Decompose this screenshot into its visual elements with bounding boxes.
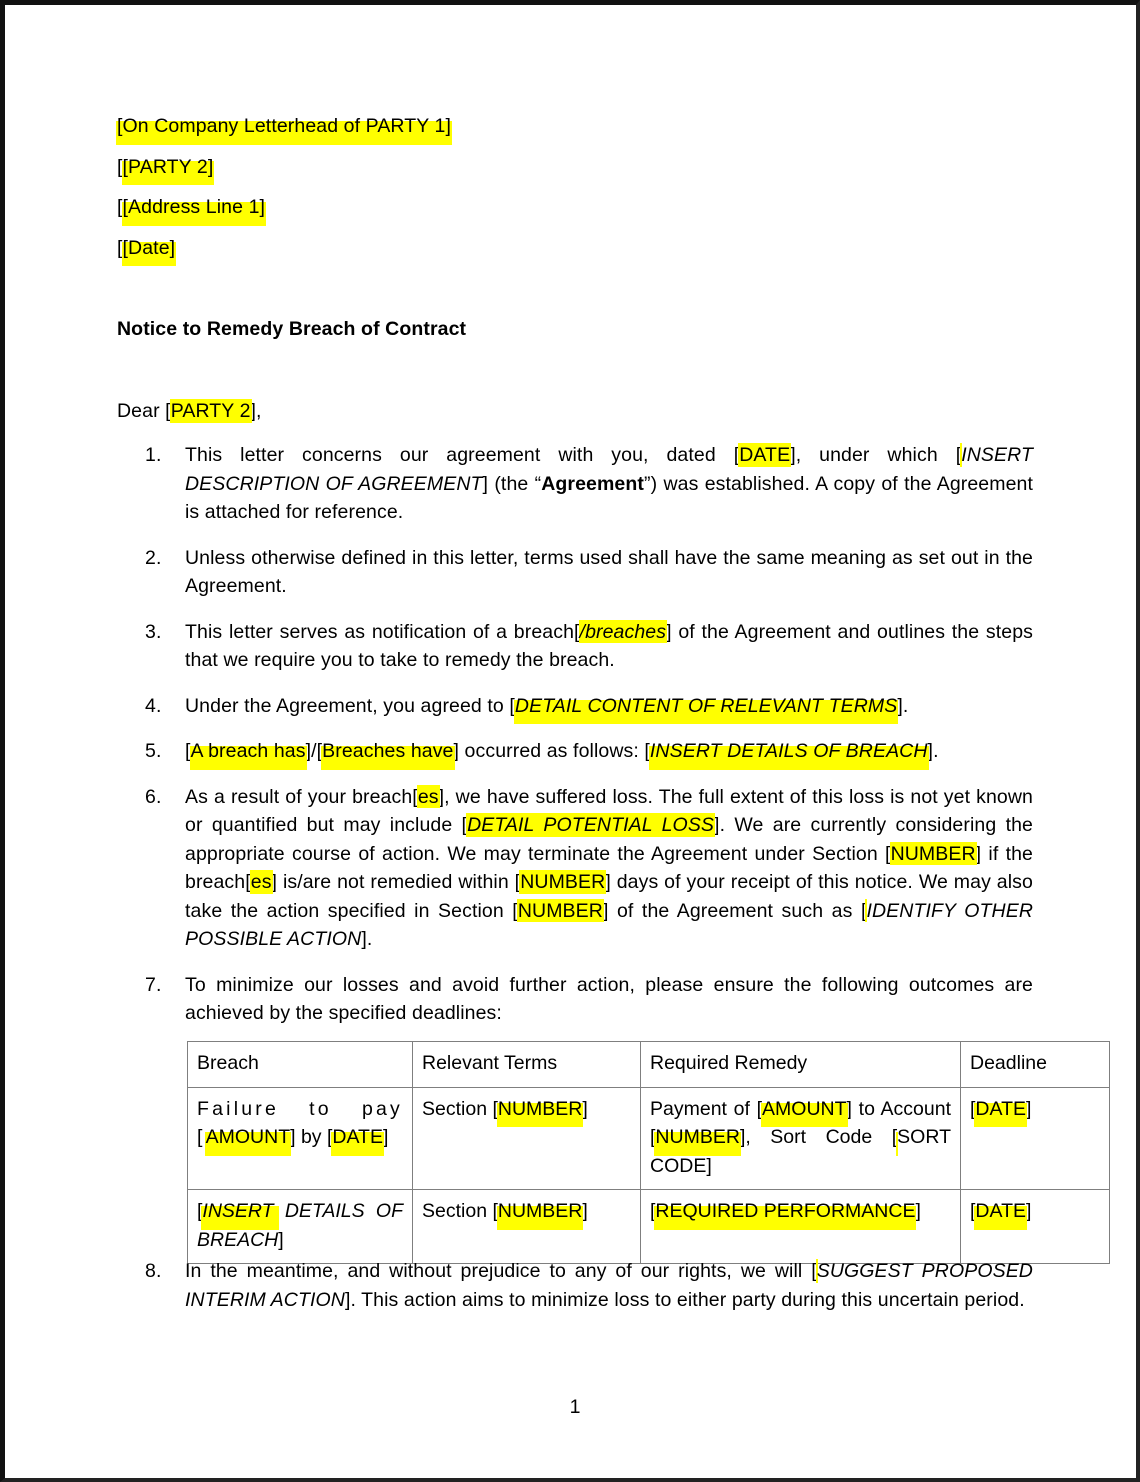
table-row — [188, 1087, 1110, 1190]
clause-item-7 — [117, 971, 1033, 1028]
placeholder-agreement-description: INSERT DESCRIPTION OF AGREEMENT — [185, 444, 1033, 495]
placeholder-sort-code: SORT CODE — [650, 1126, 951, 1177]
placeholder-number: NUMBER — [497, 1200, 583, 1222]
letterhead-date: [Date] — [122, 236, 176, 259]
clause-text-8: In the meantime, and without prejudice to any of our rights, we will [SUGGEST PROPOSED INTERIM ACTION]. This action aims to minimize loss to either party during this uncertain period. — [185, 1260, 1033, 1311]
placeholder-es-2: es — [250, 871, 272, 893]
placeholder-number-2: NUMBER — [520, 871, 606, 893]
cell-breach-2: [INSERT DETAILS OF BREACH] — [188, 1190, 413, 1264]
salutation-suffix: ], — [250, 400, 262, 422]
letterhead-line-1-text: [On Company Letterhead of PARTY 1] — [117, 115, 452, 137]
salutation — [117, 397, 262, 426]
clause-number-2: 2. — [145, 546, 162, 569]
page-number: 1 — [569, 1396, 581, 1418]
placeholder-interim-action: SUGGEST PROPOSED INTERIM ACTION — [185, 1260, 1033, 1311]
placeholder-breaches: /breaches — [579, 620, 667, 643]
clause-item-8 — [117, 1257, 1033, 1314]
letterhead-line-2: [[PARTY 2] — [117, 155, 214, 178]
cell-relevant-terms-2: Section [NUMBER] — [413, 1190, 641, 1264]
table-header-row — [188, 1042, 1110, 1088]
clause-item-6 — [117, 783, 1033, 954]
cell-required-remedy-2: [REQUIRED PERFORMANCE] — [641, 1190, 961, 1264]
placeholder-potential-loss: DETAIL POTENTIAL LOSS — [467, 814, 715, 836]
clause-list-upper — [117, 441, 1033, 1028]
clause-item-2 — [117, 544, 1033, 601]
placeholder-required-performance: REQUIRED PERFORMANCE — [655, 1200, 916, 1222]
letterhead-block — [117, 112, 451, 262]
page-title: Notice to Remedy Breach of Contract — [117, 318, 467, 340]
placeholder-other-action: IDENTIFY OTHER POSSIBLE ACTION — [185, 899, 1034, 950]
cell-breach-1: Failure to pay [AMOUNT] by [DATE] — [188, 1087, 413, 1190]
clause-text-6: As a result of your breach[es], we have suffered loss. The full extent of this loss is not yet known or quantified but may include [DETAIL POTENTIAL LOSS]. We are currently considering the appropriate course of action. We may terminate the Agreement under Section [NUMBER] if the breach[es] is/are not remedied within [NUMBER] days of your receipt of this notice. We may also take the action specified in Section [NUMBER] of the Agreement such as [IDENTIFY OTHER POSSIBLE ACTION]. — [185, 785, 1034, 950]
defined-term-agreement: Agreement — [541, 472, 644, 495]
letterhead-line-1 — [117, 112, 451, 141]
remedy-table-body — [188, 1087, 1110, 1264]
remedy-table-head — [188, 1042, 1110, 1088]
placeholder-breach-details: INSERT DETAILS OF BREACH — [197, 1200, 403, 1251]
placeholder-date: DATE — [332, 1126, 383, 1148]
letterhead-party-2: [PARTY 2] — [122, 155, 214, 178]
placeholder-date: DATE — [739, 444, 791, 466]
clause-number-7: 7. — [145, 973, 162, 996]
table-row — [188, 1190, 1110, 1264]
clause-number-8: 8. — [145, 1260, 162, 1282]
clause-number-1: 1. — [145, 444, 162, 466]
remedy-table — [187, 1041, 1110, 1264]
letterhead-line-3: [[Address Line 1] — [117, 196, 266, 218]
cell-deadline-1: [DATE] — [961, 1087, 1110, 1190]
letterhead-line-4: [[Date] — [117, 236, 176, 259]
placeholder-date: DATE — [975, 1097, 1026, 1120]
clause-text-2: Unless otherwise defined in this letter, terms used shall have the same meaning as set out in the Agreement. — [185, 546, 1033, 597]
cell-deadline-2: [DATE] — [961, 1190, 1110, 1264]
placeholder-breach-details: INSERT DETAILS OF BREACH — [649, 740, 928, 762]
clause-number-6: 6. — [145, 785, 162, 808]
cell-relevant-terms-1: Section [NUMBER] — [413, 1087, 641, 1190]
remedy-table-wrapper — [187, 1041, 1047, 1264]
placeholder-breaches-have: Breaches have — [322, 740, 454, 762]
clause-text-1: This letter concerns our agreement with you, dated [DATE], under which [INSERT DESCRIPTION OF AGREEMENT] (the “Agreement”) was established. A copy of the Agreement is attached for reference. — [185, 444, 1033, 523]
clause-item-3 — [117, 618, 1033, 675]
clause-item-5 — [117, 737, 1033, 766]
clause-number-3: 3. — [145, 620, 162, 643]
letterhead-address-line: [Address Line 1] — [122, 196, 266, 218]
clause-list-lower — [117, 1257, 1033, 1314]
column-header-deadline: Deadline — [961, 1042, 1110, 1088]
placeholder-number: NUMBER — [497, 1097, 583, 1120]
column-header-required-remedy: Required Remedy — [641, 1042, 961, 1088]
placeholder-number-1: NUMBER — [890, 842, 976, 865]
placeholder-amount: AMOUNT — [205, 1126, 291, 1148]
clause-text-3: This letter serves as notification of a breach[/breaches] of the Agreement and outlines the steps that we require you to take to remedy the breach. — [185, 620, 1033, 671]
page-content-area — [117, 5, 1047, 1478]
clause-number-4: 4. — [145, 694, 162, 717]
clause-text-5: [A breach has]/[Breaches have] occurred as follows: [INSERT DETAILS OF BREACH]. — [185, 740, 939, 762]
column-header-relevant-terms: Relevant Terms — [413, 1042, 641, 1088]
clause-item-1 — [117, 441, 1033, 527]
clause-text-7: To minimize our losses and avoid further action, please ensure the following outcomes are achieved by the specified deadlines: — [185, 973, 1033, 1024]
clause-number-5: 5. — [145, 740, 162, 762]
placeholder-number-3: NUMBER — [517, 899, 603, 922]
salutation-party: PARTY 2 — [170, 400, 251, 422]
clause-text-4: Under the Agreement, you agreed to [DETAIL CONTENT OF RELEVANT TERMS]. — [185, 694, 909, 717]
placeholder-relevant-terms: DETAIL CONTENT OF RELEVANT TERMS — [514, 694, 898, 717]
clause-item-4 — [117, 692, 1033, 721]
placeholder-a-breach-has: A breach has — [190, 740, 306, 762]
cell-required-remedy-1: Payment of [AMOUNT] to Account [NUMBER], Sort Code [SORT CODE] — [641, 1087, 961, 1190]
placeholder-account-number: NUMBER — [655, 1126, 740, 1148]
placeholder-date: DATE — [975, 1200, 1026, 1222]
placeholder-amount: AMOUNT — [762, 1097, 847, 1120]
column-header-breach: Breach — [188, 1042, 413, 1088]
salutation-prefix: Dear [ — [117, 400, 171, 422]
placeholder-es-1: es — [417, 785, 439, 808]
